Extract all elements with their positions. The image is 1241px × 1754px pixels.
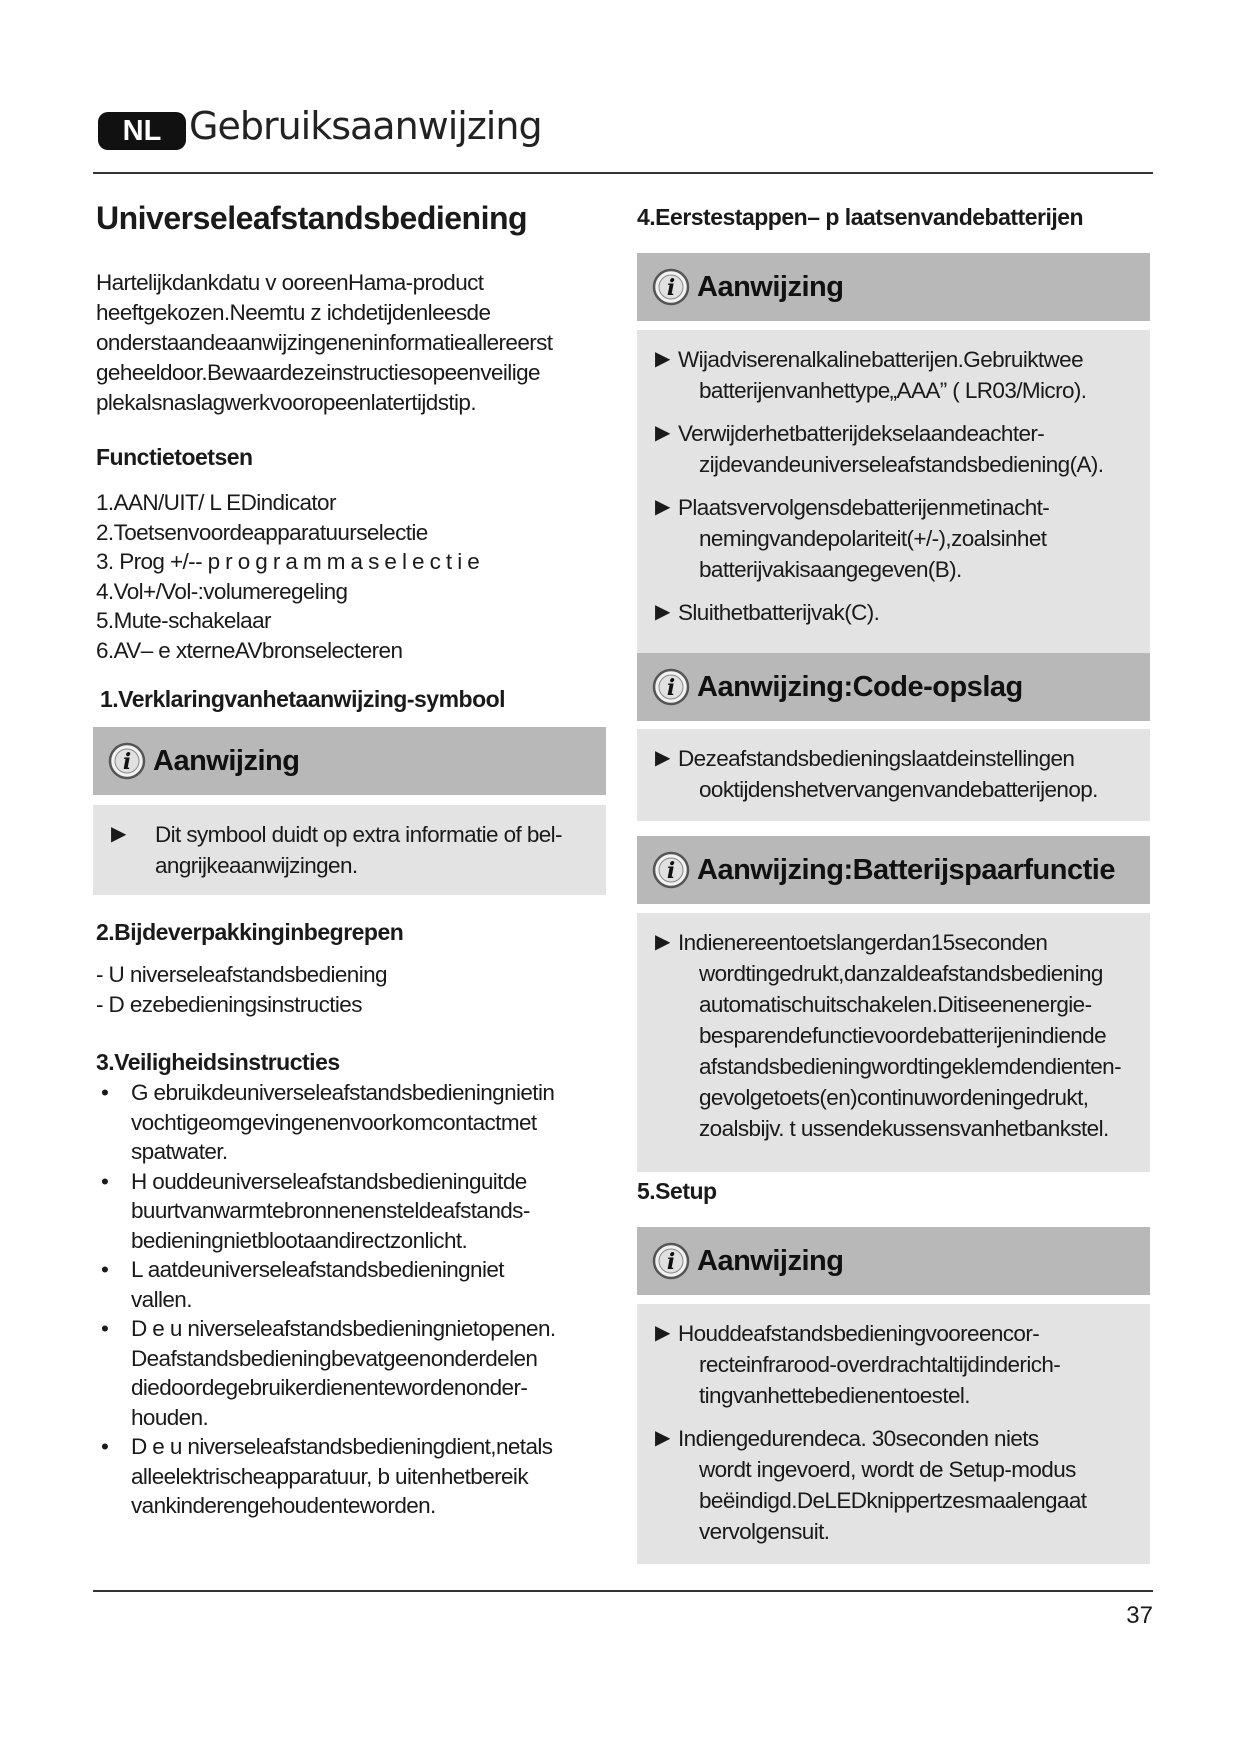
section4-heading: 4.Eerstestappen– p laatsenvandebatterijen <box>637 204 1084 230</box>
arrow-icon: ▶ <box>655 601 670 623</box>
note-item <box>637 344 1150 406</box>
arrow-icon: ▶ <box>655 1322 670 1344</box>
note-line: Dezeafstandsbedieningslaatdeinstellingen <box>678 746 1075 771</box>
note-item <box>637 743 1150 805</box>
section2-heading: 2.Bijdeverpakkinginbegrepen <box>96 919 404 945</box>
safety-line: bedieningnietblootaandirectzonlicht. <box>131 1227 468 1253</box>
note-line: angrijkeaanwijzingen. <box>155 853 358 878</box>
arrow-icon: ▶ <box>655 747 670 769</box>
functions-list <box>96 488 616 665</box>
note-line: Indiengedurendeca. 30seconden niets <box>678 1426 1039 1451</box>
safety-line: diedoordegebruikerdienentewordenonder- <box>131 1375 528 1400</box>
note-line: Wijadviserenalkalinebatterijen.Gebruiktwee <box>678 347 1084 372</box>
safety-line: • D e u niverseleafstandsbedieningnietopenen. <box>131 1316 556 1341</box>
note-line: nemingvandepolariteit(+/-),zoalsinhet <box>699 526 1047 551</box>
safety-item <box>96 1432 616 1521</box>
note-line: automatischuitschakelen.Ditiseenenergie- <box>699 992 1092 1017</box>
intro-line: onderstaandeaanwijzingeneninformatieallereerst <box>96 330 553 355</box>
safety-item <box>96 1255 616 1314</box>
function-item: 1.AAN/UIT/ L EDindicator <box>96 490 336 515</box>
function-item: 2.Toetsenvoordeapparatuurselectie <box>96 519 428 545</box>
arrow-icon: ▶ <box>655 931 670 953</box>
section3-heading: 3.Veiligheidsinstructies <box>96 1049 340 1075</box>
note-line: wordt ingevoerd, wordt de Setup-modus <box>699 1457 1076 1482</box>
note-header <box>93 727 606 795</box>
note-line: recteinfrarood-overdrachtaltijdinderich- <box>699 1352 1061 1377</box>
function-item: 6.AV– e xterneAVbronselecteren <box>96 637 403 663</box>
safety-line: spatwater. <box>131 1139 228 1164</box>
note-line: zijdevandeuniverseleafstandsbediening(A). <box>699 452 1104 477</box>
arrow-icon: ▶ <box>655 348 670 370</box>
note-header <box>637 836 1150 904</box>
safety-list <box>96 1078 616 1521</box>
info-icon <box>651 667 691 707</box>
function-item: 5.Mute-schakelaar <box>96 608 271 633</box>
intro-line: geheeldoor.Bewaardezeinstructiesopeenveilige <box>96 360 540 385</box>
note-line: ooktijdenshetvervangenvandebatterijenop. <box>699 777 1098 802</box>
arrow-icon: ▶ <box>111 823 126 845</box>
note-item <box>637 597 1150 628</box>
note-line: wordtingedrukt,danzaldeafstandsbediening <box>699 961 1103 986</box>
note-body <box>637 1304 1150 1564</box>
note-label: Aanwijzing <box>697 1244 844 1277</box>
note-body <box>637 330 1150 654</box>
document-title: Universeleafstandsbediening <box>96 200 528 236</box>
note-line: besparendefunctievoordebatterijenindiende <box>699 1023 1106 1048</box>
intro-paragraph <box>96 268 616 418</box>
package-contents-list <box>96 960 616 1019</box>
section5-heading: 5.Setup <box>637 1178 717 1204</box>
note-line: batterijenvanhettype„AAA” ( LR03/Micro). <box>699 378 1087 403</box>
note-item <box>93 819 606 881</box>
note-line: vervolgensuit. <box>699 1519 830 1544</box>
safety-line: • D e u niverseleafstandsbedieningdient,netals <box>131 1434 553 1459</box>
note-item <box>637 1423 1150 1547</box>
contents-item: - U niverseleafstandsbediening <box>96 962 387 987</box>
info-icon <box>651 850 691 890</box>
note-line: afstandsbedieningwordtingeklemdendienten- <box>699 1054 1121 1079</box>
note-line: Houddeafstandsbedieningvooreencor- <box>678 1321 1040 1346</box>
note-line: Verwijderhetbatterijdekselaandeachter- <box>678 421 1045 446</box>
safety-line: buurtvanwarmtebronnenensteldeafstands- <box>131 1198 530 1223</box>
info-icon <box>107 741 147 781</box>
note-line: Plaatsvervolgensdebatterijenmetinacht- <box>678 495 1050 520</box>
note-line: batterijvakisaangegeven(B). <box>699 557 962 582</box>
note-label: Aanwijzing:Batterijspaarfunctie <box>697 853 1115 886</box>
note-label: Aanwijzing <box>153 744 300 777</box>
header-rule <box>93 172 1153 174</box>
header-title: Gebruiksaanwijzing <box>189 104 542 148</box>
note-line: Indienereentoetslangerdan15seconden <box>678 930 1048 955</box>
note-line: beëindigd.DeLEDknippertzesmaalengaat <box>699 1488 1087 1513</box>
note-header <box>637 253 1150 321</box>
safety-line: vankinderengehoudenteworden. <box>131 1493 436 1518</box>
functions-heading: Functietoetsen <box>96 444 253 470</box>
note-label: Aanwijzing:Code-opslag <box>697 670 1023 703</box>
intro-line: plekalsnaslagwerkvooropeenlatertijdstip. <box>96 390 476 415</box>
intro-line: heeftgekozen.Neemtu z ichdetijdenleesde <box>96 300 491 325</box>
safety-line: vallen. <box>131 1286 192 1312</box>
note-line: zoalsbijv. t ussendekussensvanhetbankstel. <box>699 1116 1109 1141</box>
note-item <box>637 492 1150 585</box>
info-icon <box>651 267 691 307</box>
safety-line: • L aatdeuniverseleafstandsbedieningniet <box>131 1257 504 1282</box>
note-line: Dit symbool duidt op extra informatie of bel- <box>155 822 562 847</box>
safety-item <box>96 1314 616 1432</box>
note-line: tingvanhettebedienentoestel. <box>699 1383 970 1408</box>
safety-line: houden. <box>131 1404 209 1430</box>
language-badge: NL <box>98 112 186 150</box>
function-item: 4.Vol+/Vol-:volumeregeling <box>96 578 348 604</box>
safety-line: • G ebruikdeuniverseleafstandsbedieningnietin <box>131 1080 555 1105</box>
contents-item: - D ezebedieningsinstructies <box>96 991 362 1017</box>
section1-heading: 1.Verklaringvanhetaanwijzing-symbool <box>100 686 506 712</box>
note-item <box>637 927 1150 1144</box>
arrow-icon: ▶ <box>655 422 670 444</box>
page-header <box>93 104 1153 174</box>
note-body <box>637 729 1150 821</box>
arrow-icon: ▶ <box>655 1427 670 1449</box>
note-label: Aanwijzing <box>697 270 844 303</box>
page-number: 37 <box>1126 1602 1153 1629</box>
note-header <box>637 653 1150 721</box>
safety-line: • H ouddeuniverseleafstandsbedieninguitde <box>131 1168 527 1194</box>
safety-line: vochtigeomgevingenenvoorkomcontactmet <box>131 1109 537 1135</box>
note-body <box>93 805 606 895</box>
footer-rule <box>93 1590 1153 1592</box>
info-icon <box>651 1241 691 1281</box>
note-header <box>637 1227 1150 1295</box>
safety-item <box>96 1078 616 1167</box>
note-body <box>637 913 1150 1172</box>
intro-line: Hartelijkdankdatu v ooreenHama-product <box>96 270 484 295</box>
safety-line: Deafstandsbedieningbevatgeenonderdelen <box>131 1345 538 1371</box>
note-item <box>637 418 1150 480</box>
note-item <box>637 1318 1150 1411</box>
function-item: 3. Prog +/-- p r o g r a m m a s e l e c t i e <box>96 549 480 574</box>
note-line: Sluithetbatterijvak(C). <box>678 600 880 625</box>
note-line: gevolgetoets(en)continuwordeningedrukt, <box>699 1085 1089 1110</box>
arrow-icon: ▶ <box>655 496 670 518</box>
safety-item <box>96 1167 616 1256</box>
safety-line: alleelektrischeapparatuur, b uitenhetbereik <box>131 1463 528 1489</box>
